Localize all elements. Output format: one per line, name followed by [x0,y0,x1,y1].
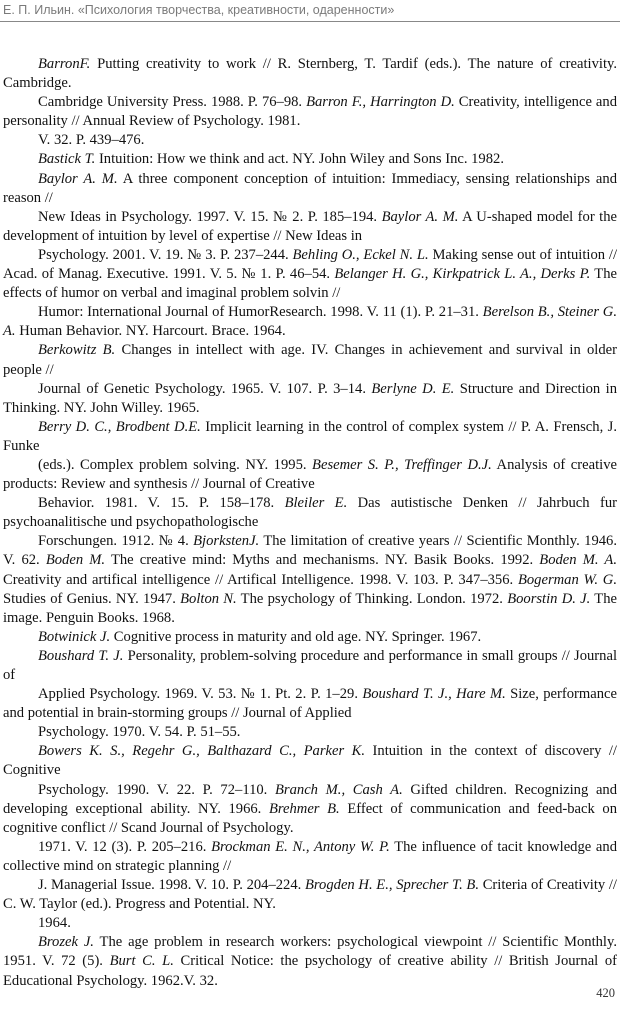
citation-text: Intuition: How we think and act. NY. John Wiley and Sons Inc. 1982. [95,151,504,168]
author-name: Belanger H. G., Kirkpatrick L. A., Derks P. [334,266,591,283]
author-name: Berkowitz B. [38,342,116,359]
reference-paragraph [3,647,617,685]
citation-text: Creativity and artifical intelligence // Artifical Intelligence. 1998. V. 103. P. 347–356. [3,571,518,588]
reference-paragraph [3,838,617,876]
citation-text: Size, performance and potential in brain-storming groups // Journal of Applied [3,686,617,722]
citation-text: Psychology. 2001. V. 19. № 3. P. 237–244. [38,246,293,263]
author-name: Brogden H. E., Sprecher T. B. [305,877,479,894]
author-name: Baylor A. M. [381,208,459,225]
reference-paragraph [3,380,617,418]
citation-text: Cognitive process in maturity and old age. NY. Springer. 1967. [110,628,482,645]
reference-paragraph [3,494,617,532]
reference-paragraph [3,131,617,150]
reference-paragraph [3,341,617,379]
reference-paragraph [3,170,617,208]
citation-text: The effects of humor on verbal and imaginal problem solvin // [3,266,617,302]
citation-text: Forschungen. 1912. № 4. [38,533,194,550]
citation-text: The psychology of Thinking. London. 1972. [236,590,508,607]
author-name: Bogerman W. G. [517,571,617,588]
author-name: Bastick T. [38,151,96,168]
author-name: Brehmer B. [268,800,340,817]
citation-text: Critical Notice: the psychology of creative ability // British Journal of Educational Psychology. 1962.V. 32. [3,953,618,989]
reference-paragraph [3,303,617,341]
citation-text: Humor: International Journal of HumorResearch. 1998. V. 11 (1). P. 21–31. [38,304,483,321]
citation-text: 1971. V. 12 (3). P. 205–216. [38,838,212,855]
citation-text: New Ideas in Psychology. 1997. V. 15. № 2. P. 185–194. [38,208,382,225]
citation-text: Criteria of Creativity // C. W. Taylor (ed.). Progress and Potential. NY. [3,877,617,913]
citation-text: Studies of Genius. NY. 1947. [3,590,181,607]
reference-paragraph [3,933,617,990]
reference-paragraph [3,150,617,169]
citation-text: Applied Psychology. 1969. V. 53. № 1. Pt. 2. P. 1–29. [38,686,363,703]
citation-text: Changes in intellect with age. IV. Changes in achievement and survival in older people // [3,342,617,378]
reference-paragraph [3,628,617,647]
citation-text: Journal of Genetic Psychology. 1965. V. 107. P. 3–14. [38,380,372,397]
citation-text: Creativity, intelligence and personality // Annual Review of Psychology. 1981. [3,94,617,130]
author-name: Burt C. L. [109,953,174,970]
author-name: Boden M. [45,552,106,569]
author-name: Brozek J. [38,934,94,951]
reference-paragraph [3,246,617,303]
author-name: Branch M., Cash A. [275,781,403,798]
citation-text: The limitation of creative years // Scientific Monthly. 1946. V. 62. [3,533,617,569]
citation-text: Effect of communication and feed-back on cognitive conflict // Scand Journal of Psychology. [3,800,617,836]
citation-text: V. 32. P. 439–476. [38,132,145,149]
author-name: Behling O., Eckel N. L. [292,246,429,263]
author-name: Berry D. C., Brodbent D.E. [38,418,201,435]
citation-text: 1964. [38,915,71,932]
running-header [0,0,620,22]
citation-text: Behavior. 1981. V. 15. P. 158–178. [38,495,285,512]
author-name: Boden M. A. [539,552,617,569]
reference-paragraph [3,208,617,246]
author-name: Besemer S. P., Treffinger D.J. [312,456,492,473]
citation-text: A U-shaped model for the development of intuition by level of expertise // New Ideas in [3,208,618,244]
citation-text: The image. Penguin Books. 1968. [3,590,618,626]
citation-text: A three component conception of intuition: Immediacy, sensing relationships and reason // [3,170,617,206]
citation-text: Making sense out of intuition // Acad. of Manag. Executive. 1991. V. 5. № 1. P. 46–54. [3,246,618,283]
reference-paragraph [3,723,617,742]
author-name: Berlyne D. E. [371,380,455,397]
author-name: Bolton N. [180,590,237,607]
citation-text: The creative mind: Myths and mechanisms. NY. Basik Books. 1992. [105,552,540,569]
reference-paragraph [3,93,617,131]
author-name: Botwinick J. [38,628,111,645]
running-title: Е. П. Ильин. «Психология творчества, креативности, одаренности» [3,3,395,17]
author-name: BjorkstenJ. [193,533,260,550]
reference-paragraph [3,781,617,838]
citation-text: The influence of tacit knowledge and collective mind on strategic planning // [3,838,617,874]
citation-text: Psychology. 1970. V. 54. P. 51–55. [38,724,241,741]
citation-text: (eds.). Complex problem solving. NY. 1995. [38,456,313,473]
citation-text: Cambridge University Press. 1988. P. 76–98. [38,94,307,111]
citation-text: The age problem in research workers: psychological viewpoint // Scientific Monthly. 1951. V. 72 (5). [3,934,617,970]
citation-text: Implicit learning in the control of complex system // P. A. Frensch, J. Funke [3,418,618,454]
reference-paragraph [3,914,617,933]
citation-text: Gifted children. Recognizing and developing exceptional ability. NY. 1966. [3,781,618,817]
page-number: 420 [596,986,615,1000]
reference-paragraph [3,876,617,914]
author-name: Berelson B., Steiner G. A. [3,304,617,340]
author-name: Barron F., Harrington D. [306,94,455,111]
reference-paragraph [3,532,617,627]
author-name: Bleiler E. [284,495,348,512]
reference-paragraph [3,685,617,723]
reference-paragraph [3,456,617,494]
citation-text: J. Managerial Issue. 1998. V. 10. P. 204–224. [38,877,305,894]
author-name: BarronF. [38,56,91,72]
reference-list [3,55,617,991]
citation-text: Personality, problem-solving procedure and performance in small groups // Journal of [3,647,617,683]
author-name: Boorstin D. J. [507,590,591,607]
citation-text: Das autistische Denken // Jahrbuch fur psychoanalitische und psychopathologische [3,495,617,531]
author-name: Boushard T. J. [38,647,124,664]
reference-paragraph [3,742,617,780]
citation-text: Structure and Direction in Thinking. NY. John Willey. 1965. [3,380,617,416]
author-name: Boushard T. J., Hare M. [362,686,506,703]
author-name: Bowers K. S., Regehr G., Balthazard C., Parker K. [38,743,366,760]
reference-paragraph [3,418,617,456]
author-name: Brockman E. N., Antony W. P. [211,838,390,855]
citation-text: Intuition in the context of discovery // Cognitive [3,743,617,779]
citation-text: Putting creativity to work // R. Sternberg, T. Tardif (eds.). The nature of creativity. Cambridge. [3,56,617,92]
author-name: Baylor A. M. [38,170,118,187]
citation-text: Human Behavior. NY. Harcourt. Brace. 1964. [15,323,286,340]
citation-text: Psychology. 1990. V. 22. P. 72–110. [38,781,275,798]
reference-paragraph [3,55,617,93]
citation-text: Analysis of creative products: Review and synthesis // Journal of Creative [3,456,617,493]
